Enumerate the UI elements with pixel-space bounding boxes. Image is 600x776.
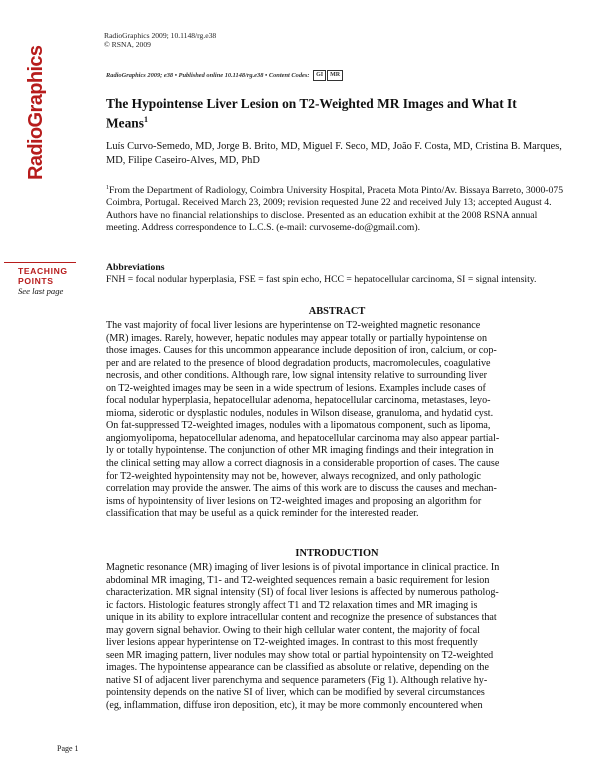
intro-line: ic factors. Histologic features strongly affect T1 and T2 relaxation times and MR imaging is [106,599,478,611]
affiliation-text: From the Department of Radiology, Coimbra University Hospital, Praceta Mota Pinto/Av. Bissaya Barreto, 3000-075 Coimbra, Portugal. Received March 23, 2009; revision requested June 22 and received July 13; accepted August 4. Authors have no financial relationships to disclose. Presented as an education exhibit at the 2008 RSNA annual meeting. Address correspondence to L.C.S. (e-mail: curvoseme-do@gmail.com). [106,185,564,233]
abstract-line: the clinical setting may allow a correct diagnosis in a considerable proportion of cases. The cause [106,458,500,470]
introduction-heading: INTRODUCTION [295,548,379,559]
intro-line: unique in its ability to explore intracellular content and recognize the presence of substances that [106,612,497,624]
affiliation-note [106,182,568,234]
article-title [106,96,536,131]
abstract-body [106,320,568,521]
abstract-line: (MR) images. Rarely, however, hepatic nodules may appear totally or partially hypointense on [106,332,487,344]
teaching-points-box[interactable] [4,262,76,296]
abstract-line: focal nodular hyperplasia, hepatocellular adenoma, hepatocellular carcinoma, metastases, leyo- [106,395,491,407]
intro-line: (eg, inflammation, diffuse iron deposition, etc), it may be more commonly encountered when [106,700,483,712]
abbreviations-block [106,262,568,286]
online-line-text: RadioGraphics 2009; e38 • Published online 10.1148/rg.e38 • Content Codes: [106,71,310,79]
online-line [106,70,343,81]
introduction-body [106,562,568,713]
logo-text: RadioGraphics [25,45,47,180]
teaching-points-note: See last page [18,286,64,296]
intro-line: Magnetic resonance (MR) imaging of liver lesions is of pivotal importance in clinical practice. In [106,562,500,573]
article-title-text: The Hypointense Liver Lesion on T2-Weighted MR Images and What It Means [106,96,517,131]
citation-line: RadioGraphics 2009; 10.1148/rg.e38 [104,31,217,40]
intro-line: abdominal MR imaging, T1- and T2-weighted sequences remain a basic requirement for lesion [106,574,490,586]
page-number: Page 1 [57,744,79,753]
intro-line: seen MR imaging pattern, liver nodules may show total or partial hypointensity on T2-weighted [106,649,494,661]
abstract-line: correlation may provide the answer. The aims of this work are to discuss the causes and mechan- [106,483,497,495]
abbreviations-heading: Abbreviations [106,262,165,273]
abbreviations-text: FNH = focal nodular hyperplasia, FSE = fast spin echo, HCC = hepatocellular carcinoma, SI = signal intensity. [106,274,537,286]
abstract-heading: ABSTRACT [308,306,366,317]
intro-line: pointensity depends on the native SI of liver, which can be modified by several circumstances [106,687,485,699]
title-footnote-marker: 1 [143,115,148,124]
radiographics-logo [22,30,48,180]
abstract-line: on T2-weighted images may be seen in a wide spectrum of lesions. Examples include cases of [106,382,486,394]
abstract-line: classification that may be useful as a quick reminder for the interested reader. [106,508,419,520]
abstract-line: The vast majority of focal liver lesions are hyperintense on T2-weighted magnetic resonance [106,320,481,331]
intro-line: native SI of adjacent liver parenchyma and sequence parameters (Fig 1). Although relative hy- [106,674,488,686]
affiliation-marker: 1 [106,185,109,191]
content-code-mr[interactable]: MR [327,70,343,81]
abstract-line: per and are related to the presence of blood degradation products, macromolecules, coagulative [106,357,491,369]
abstract-line: mioma, siderotic or dysplastic nodules, nodules in Wilson disease, granuloma, and hydatid cyst. [106,407,494,419]
abstract-line: for T2-weighted hypointensity may not be, however, always recognized, and only pathologic [106,470,482,482]
abstract-line: ly or totally hypointense. The conjunction of other MR imaging findings and their integration in [106,445,494,457]
abstract-line: necrosis, and other conditions. Although rare, low signal intensity relative to surrounding liver [106,370,487,382]
teaching-points-rule [4,262,76,263]
intro-line: images. The hypointense appearance can be classified as absolute or relative, depending on the [106,662,489,674]
abstract-line: isms of hypointensity of liver lesions on T2-weighted images and proposing an algorithm for [106,495,482,507]
abstract-line: angiomyolipoma, hepatocellular adenoma, and hepatocellular carcinoma may also appear partial- [106,432,500,444]
content-code-gi[interactable]: GI [313,70,326,81]
copyright-line: © RSNA, 2009 [104,40,151,49]
teaching-points-label: TEACHING POINTS [18,266,68,286]
intro-line: characterization. MR signal intensity (SI) of focal liver lesions is affected by numerous patholog- [106,587,499,599]
intro-line: may govern signal behavior. Owing to their high cellular water content, the majority of focal [106,624,480,636]
intro-line: liver lesions appear hyperintense on T2-weighted images. In contrast to this most frequently [106,637,478,649]
abstract-line: those images. Causes for this uncommon appearance include deposition of iron, calcium, or cop- [106,345,497,357]
author-list: Luís Curvo-Semedo, MD, Jorge B. Brito, MD, Miguel F. Seco, MD, João F. Costa, MD, Cristina B. Marques, MD, Filipe Caseiro-Alves, MD, PhD [106,141,562,166]
abstract-line: On fat-suppressed T2-weighted images, nodules with a lipomatous component, such as lipoma, [106,420,491,432]
